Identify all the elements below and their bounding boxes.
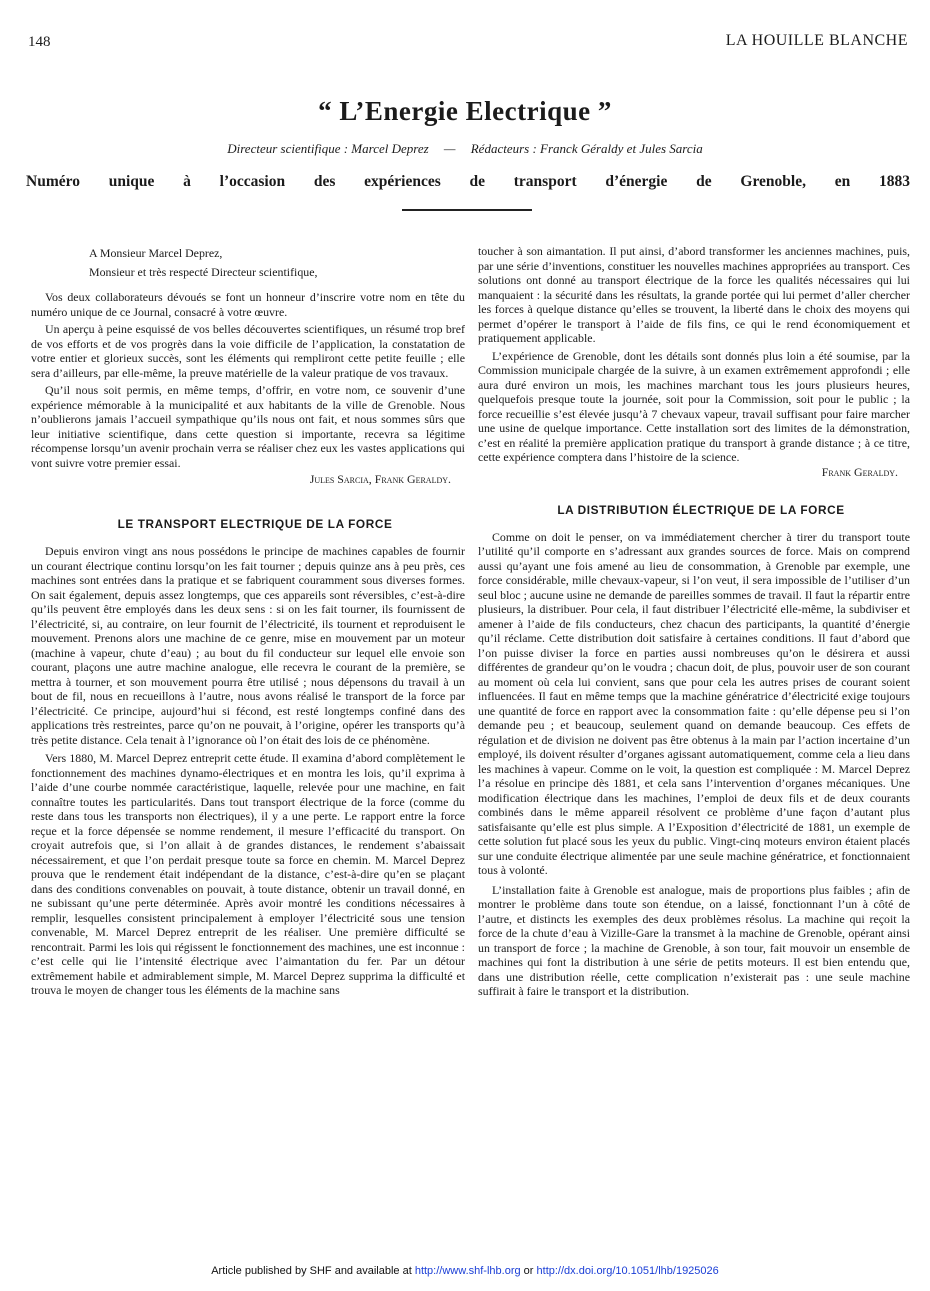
- director-credit: Directeur scientifique : Marcel Deprez: [227, 141, 429, 156]
- page-number: 148: [28, 34, 51, 50]
- section-heading-distribution: LA DISTRIBUTION ÉLECTRIQUE DE LA FORCE: [557, 503, 845, 517]
- transport-paragraph: Vers 1880, M. Marcel Deprez entreprit cette étude. Il examina d’abord complètement le fonctionnement des machines dynamo-électriques et en montra les lois, qu’il exprima à l’aide d’une courbe nommée caractéristique, laquelle, relevée pour une machine, en fait connaître toutes les particularités. Dans tout transport électrique de la force (comme du reste dans tous les transports non électriques), il y a une perte. Le rapport entre la force reçue et la force dépensée se nomme rendement, il mesure l’efficacité du transport. On croyait autrefois que, si l’on allait à de grandes distances, le rendement s’abaissait nécessairement, et que l’on perdait presque toute sa force en chemin. M. Marcel Deprez prouva que le rendement était indépendant de la distance, c’est-à-dire qu’en se plaçant dans des conditions convenables on pouvait, à toute distance, obtenir un travail donné, en ne subissant qu’une perte déterminée. Après avoir montré les conditions nécessaires à remplir, lesquelles consistent principalement à employer l’électricité sous une tension convenable, M. Marcel Deprez entreprit de les réaliser. Une première difficulté se rencontrait. Parmi les lois qui régissent le fonctionnement des machines, une est inconnue : c’est celle qui lie l’intensité électrique avec l’aimantation du fer. Par un détour extrêmement habile et admirablement simple, M. Marcel Deprez supprima la difficulté et trouva le moyen de changer tous les éléments de la machine sans: [31, 751, 465, 997]
- footer-link-doi[interactable]: http://dx.doi.org/10.1051/lhb/1925026: [536, 1265, 719, 1277]
- article-subtitle: Numéro unique à l’occasion des expériences de transport d’énergie de Grenoble, en 1883: [26, 173, 910, 190]
- running-head: LA HOUILLE BLANCHE: [725, 32, 908, 49]
- left-column: [31, 244, 465, 998]
- footer-citation: [0, 1265, 930, 1277]
- distribution-paragraph: L’installation faite à Grenoble est analogue, mais de proportions plus faibles ; afin de montrer le problème dans toute son étendue, on a laissé, fonctionnant l’un à côté de l’autre, et distincts les exemples des deux problèmes résolus. La machine qui reçoit la force de la chute d’eau à Vizille-Gare la transmet à la machine de Grenoble, opérant ainsi un transport de force ; la machine de Grenoble, à son tour, fait mouvoir un ensemble de machines qui font la distribution à une série de petits moteurs. Il est bien entendu que, dans une distribution réelle, cette complication n’existerait pas : une seule machine suffirait à faire le transport et la distribution.: [478, 882, 910, 998]
- transport-paragraph-continued: toucher à son aimantation. Il put ainsi, d’abord transformer les anciennes machines, puis, par une série d’inventions, constituer les nouvelles machines appropriées au transport. Ces solutions ont donné au transport électrique de la force les qualités nécessaires qui lui manquaient : la sécurité dans les résultats, la grande portée qui lui permet d’aller chercher les forces à quelque distance qu’elles se trouvent, la liberté dans le choix des moyens qui permet d’opérer le transport à l’aide de fils fins, ce qui le rend économiquement et pratiquement applicable.: [478, 244, 910, 345]
- footer-prefix: Article published by SHF and available at: [211, 1265, 412, 1277]
- letter-paragraph: Vos deux collaborateurs dévoués se font un honneur d’inscrire votre nom en tête du numéro unique de ce Journal, consacré à votre œuvre.: [31, 290, 465, 319]
- letter-paragraph: Un aperçu à peine esquissé de vos belles découvertes scientifiques, un résumé trop bref de vos efforts et de vos progrès dans la voie difficile de l’application, la constatation de votre entier et glorieux succès, sont les éléments qui rempliront cette petite feuille ; elle sera d’ailleurs, par elle-même, la preuve matérielle de la valeur pratique de vos travaux.: [31, 322, 465, 380]
- transport-paragraph: Depuis environ vingt ans nous possédons le principe de machines capables de fournir un courant électrique continu lorsqu’on les fait tourner ; depuis quinze ans à peu près, ces machines sont entrées dans la pratique et se fabriquent couramment sous diverses formes. On sait également, depuis assez longtemps, que ces appareils sont réversibles, c’est-à-dire qu’ils peuvent être employés dans les deux sens : si on les fait tourner, ils fournissent de l’électricité, si, au contraire, on leur fournit de l’électricité, ils tournent et reproduisent le mouvement. Prenons alors une machine de ce genre, mise en mouvement par un moteur (machine à vapeur, chute d’eau) ; au bout du fil conducteur sur lequel elle envoie son courant, plaçons une autre machine analogue, elle recevra le courant de la première, se mettra à tourner, et son mouvement pourra être utilisé ; nous dépensons du travail à un bout de fil, nous en recueillons à l’autre, nous avons réalisé le transport de la force par l’électricité. Ce principe, aujourd’hui si fécond, est resté longtemps confiné dans des applications très restreintes, parce qu’on ne pouvait, à l’origine, opérer les transports qu’à très petite distance. Cela tenait à l’ignorance où l’on était des lois de ce phénomène.: [31, 544, 465, 747]
- transport-signature: Frank Geraldy.: [821, 464, 898, 479]
- editors-credit: Rédacteurs : Franck Géraldy et Jules Sarcia: [470, 141, 703, 156]
- footer-middle: or: [523, 1265, 534, 1277]
- title-divider: [402, 209, 532, 211]
- right-column: [478, 244, 910, 999]
- article-title: “ L’Energie Electrique ”: [318, 96, 612, 126]
- letter-salutation: A Monsieur Marcel Deprez,: [89, 246, 223, 260]
- section-heading-transport: LE TRANSPORT ELECTRIQUE DE LA FORCE: [117, 516, 393, 531]
- letter-paragraph: Qu’il nous soit permis, en même temps, d’offrir, en votre nom, ce souvenir d’une expérience mémorable à la municipalité et aux habitants de la ville de Grenoble. Nous n’oublierons jamais l’accueil sympathique qu’ils nous ont fait, et nous sommes sûrs que leur initiative scientifique, dans cette question si importante, recevra sa légitime récompense lorsqu’un avenir prochain verra se réaliser chez eux les vastes applications qui vont suivre votre premier essai.: [31, 383, 465, 470]
- distribution-paragraph: Comme on doit le penser, on va immédiatement chercher à tirer du transport toute l’utilité qu’il comporte en s’adressant aux grandes sources de force. Mais on comprend aussi qu’ayant une fois amené au lieu de consommation, à Grenoble par exemple, une force considérable, mille chevaux-vapeur, si l’on veut, il sera impossible de l’utiliser d’un seul bloc ; aucune usine ne demande de pareilles sommes de travail. Il faut la répartir entre plusieurs, la distribuer. Pour cela, il faut distribuer l’électricité elle-même, la subdiviser et amener à l’aide de fils conducteurs, chez chacun des participants, la quantité d’énergie qu’il réclame. Cette distribution doit satisfaire à certaines conditions. Il faut d’abord que l’on puisse diviser la force en parties aussi nombreuses qu’on le désirera et aussi différentes de grandeur qu’on le voudra ; chacun doit, de plus, pouvoir user de son courant au moment où cela lui convient, sans que pour cela les autres prises de courant soient influencées. Il faut en même temps que la machine génératrice d’électricité exige toujours une quantité de force en rapport avec la consommation faite : qu’elle dépense peu si l’on demande peu ; et beaucoup, seulement quand on demande beaucoup. Ces effets de régulation et de division ne doivent pas être obtenus à la main par l’action incertaine d’un employé, ils doivent résulter d’organes agissant automatiquement, comme cela a lieu dans les machines à vapeur. Comme on le voit, la question est compliquée : M. Marcel Deprez l’a résolue en principe dès 1881, et cela sans l’intervention d’organes mécaniques. Une modification électrique dans les machines, l’emploi de deux fils et de deux courants combinés dans le même appareil résolvent ce problème d’une façon d’autant plus satisfaisante qu’elle est plus simple. A l’Exposition d’électricité de 1881, un exemple de cette solution fut placé sous les yeux du public. Vingt-cinq moteurs environ étaient placés sur une conduite électrique alimentée par une seule machine génératrice, et fonctionnaient tous à volonté.: [478, 529, 910, 877]
- staff-line: [0, 141, 930, 157]
- footer-link-shf[interactable]: http://www.shf-lhb.org: [414, 1265, 521, 1277]
- transport-paragraph: L’expérience de Grenoble, dont les détails sont donnés plus loin a été soumise, par la Commission municipale chargée de la suivre, à un examen extrêmement approfondi ; elle aura duré environ un mois, les machines marchant tous les jours plusieurs heures, quelquefois presque toute la journée, soit pour la Commission, soit pour le public ; la force recueillie s’est élevée jusqu’à 7 chevaux vapeur, travail suffisant pour faire marcher une usine de quelque importance. Cette installation sort des limites de la démonstration, c’est en réalité la première application pratique du transport à grande distance ; à ce titre, cette expérience comptera dans l’histoire de la science.: [478, 348, 910, 464]
- letter-signature: Jules Sarcia, Frank Geraldy.: [309, 472, 451, 486]
- staff-separator: —: [443, 141, 456, 156]
- letter-salutation-greeting: Monsieur et très respecté Directeur scientifique,: [89, 264, 318, 279]
